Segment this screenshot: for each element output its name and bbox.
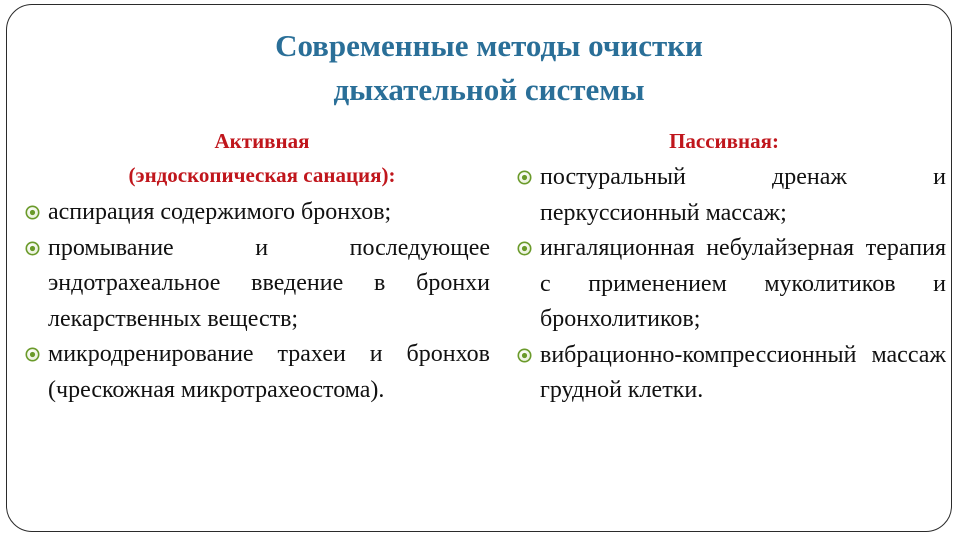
title-line-2: дыхательной системы bbox=[333, 72, 645, 107]
list-item bbox=[540, 338, 946, 409]
circle-bullet-icon bbox=[517, 170, 532, 185]
list-item-text: микродренирование трахеи и бронхов (чрескожная микротрахеостома). bbox=[48, 341, 490, 403]
list-item bbox=[48, 195, 490, 231]
circle-bullet-icon bbox=[25, 241, 40, 256]
list-item bbox=[48, 337, 490, 408]
list-item-text: аспирация содержимого бронхов; bbox=[48, 199, 392, 225]
list-item bbox=[540, 160, 946, 231]
list-item bbox=[540, 231, 946, 338]
active-heading-line-1: Активная bbox=[214, 129, 310, 153]
list-item bbox=[48, 231, 490, 338]
active-methods-list bbox=[48, 195, 490, 408]
circle-bullet-icon bbox=[25, 205, 40, 220]
list-item-text: постуральный дренаж и перкуссионный массаж; bbox=[540, 164, 946, 226]
passive-heading: Пассивная: bbox=[669, 129, 779, 153]
list-item-text: ингаляционная небулайзерная терапия с применением муколитиков и бронхолитиков; bbox=[540, 235, 946, 332]
slide-title bbox=[0, 24, 960, 112]
circle-bullet-icon bbox=[517, 241, 532, 256]
active-heading-line-2: (эндоскопическая санация): bbox=[128, 163, 396, 187]
active-heading bbox=[62, 124, 462, 192]
circle-bullet-icon bbox=[25, 347, 40, 362]
list-item-text: промывание и последующее эндотрахеальное введение в бронхи лекарственных веществ; bbox=[48, 234, 490, 332]
title-line-1: Современные методы очистки bbox=[275, 28, 703, 63]
circle-bullet-icon bbox=[517, 348, 532, 363]
passive-methods-list bbox=[540, 160, 946, 409]
list-item-text: вибрационно-компрессионный массаж грудной клетки. bbox=[540, 341, 946, 403]
